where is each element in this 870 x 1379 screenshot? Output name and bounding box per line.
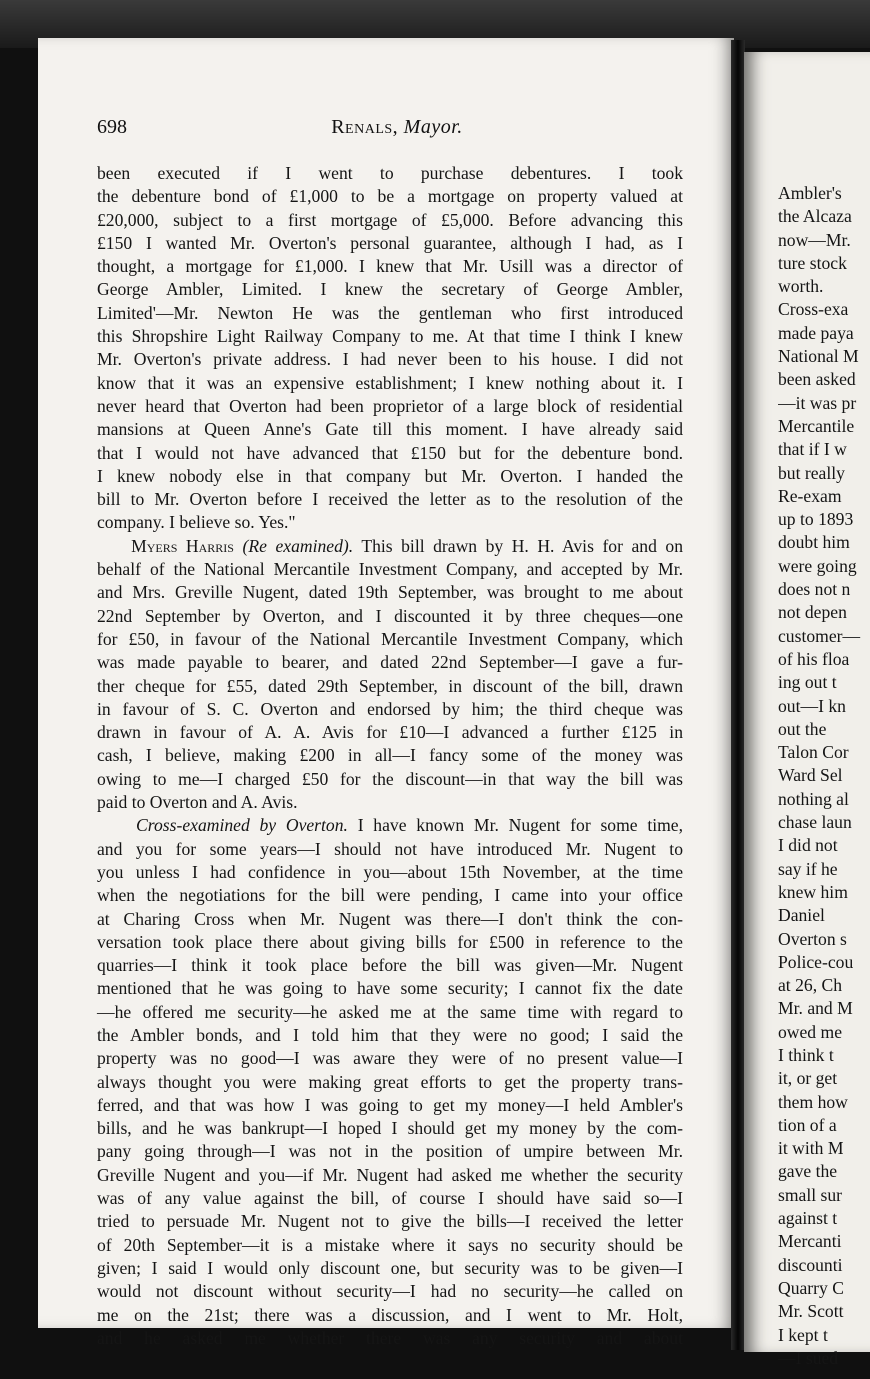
text-line: pany going through—I was not in the position of umpire between Mr. xyxy=(97,1141,683,1162)
paragraph-cross-examined xyxy=(97,814,683,1350)
fragment-line: Mercantile xyxy=(778,415,855,436)
text-line: company. I believe so. Yes." xyxy=(97,512,296,533)
running-title-role: Mayor. xyxy=(403,116,463,138)
fragment-line: of his floa xyxy=(778,648,850,669)
fragment-line: now—Mr. xyxy=(778,229,851,250)
fragment-line: I did not xyxy=(778,835,838,856)
fragment-line: ing out t xyxy=(778,672,837,693)
fragment-line: I kept t xyxy=(778,1324,828,1345)
text-line: you unless I had confidence in you—about 15th November, at the time xyxy=(97,861,683,882)
fragment-line: out the xyxy=(778,718,827,739)
body-text xyxy=(97,162,683,1350)
running-title xyxy=(97,116,697,139)
paragraph-testimony-continued xyxy=(97,162,683,535)
fragment-line: Police-cou xyxy=(778,951,854,972)
fragment-line: doubt him xyxy=(778,532,850,553)
text-line: quarries—I think it took place before the bill was given—Mr. Nugent xyxy=(97,955,683,976)
text-line: was of any value against the bill, of course I should have said so—I xyxy=(97,1188,683,1209)
examination-label: Cross-examined by Overton. xyxy=(136,815,348,836)
fragment-line: the Alcaza xyxy=(778,206,852,227)
text-line: never heard that Overton had been proprietor of a large block of residential xyxy=(97,395,683,416)
text-line xyxy=(97,535,683,558)
fragment-line: chase laun xyxy=(778,812,852,833)
fragment-line: Cross-exa xyxy=(778,299,849,320)
text-line: and Mrs. Greville Nugent, dated 19th September, was brought to me about xyxy=(97,582,683,603)
text-line: the Ambler bonds, and I told him that they were no good; I said the xyxy=(97,1024,683,1045)
running-title-name: Renals, xyxy=(331,116,399,138)
fragment-line: Mr. Scott xyxy=(778,1301,844,1322)
text-line: versation took place there about giving bills for £500 in reference to the xyxy=(97,931,683,952)
fragment-line: —I sued xyxy=(778,1347,839,1368)
text-line: of 20th September—it is a mistake where it says no security should be xyxy=(97,1234,683,1255)
witness-name: Myers Harris xyxy=(131,535,234,556)
text-line: mansions at Queen Anne's Gate till this moment. I have already said xyxy=(97,419,683,440)
fragment-line: customer— xyxy=(778,625,861,646)
fragment-line: at 26, Ch xyxy=(778,975,843,996)
text-line: was made payable to bearer, and dated 22nd September—I gave a fur- xyxy=(97,652,683,673)
running-head xyxy=(97,116,697,142)
fragment-line: Ward Sel xyxy=(778,765,843,786)
fragment-line: ture stock xyxy=(778,252,847,273)
examination-label: (Re examined). xyxy=(242,535,354,556)
text-line: £20,000, subject to a first mortgage of £5,000. Before advancing this xyxy=(97,209,683,230)
fragment-line: made paya xyxy=(778,322,854,343)
fragment-line: up to 1893 xyxy=(778,509,854,530)
fragment-line: Mercanti xyxy=(778,1231,842,1252)
text-line: been executed if I went to purchase debentures. I took xyxy=(97,163,683,183)
text-line: property was no good—I was aware they were of no present value—I xyxy=(97,1048,683,1069)
text-line: would not discount without security—I had no security—he called on xyxy=(97,1281,683,1302)
text-line: in favour of S. C. Overton and endorsed by him; the third cheque was xyxy=(97,698,683,719)
fragment-line: against t xyxy=(778,1208,838,1229)
text-line: and you for some years—I should not have introduced Mr. Nugent to xyxy=(97,838,683,859)
text-line: drawn in favour of A. A. Avis for £10—I advanced a further £125 in xyxy=(97,722,683,743)
text-line: ferred, and that was how I was going to get my money—I held Ambler's xyxy=(97,1094,683,1115)
fragment-line: small sur xyxy=(778,1184,843,1205)
fragment-line: Quarry C xyxy=(778,1277,844,1298)
text-line: —he offered me security—he asked me at the same time with regard to xyxy=(97,1001,683,1022)
fragment-line: Talon Cor xyxy=(778,742,849,763)
text-line: mentioned that he was going to have some security; I cannot fix the date xyxy=(97,978,683,999)
line-text: I have known Mr. Nugent for some time, xyxy=(357,815,684,836)
text-line: that I would not have advanced that £150 but for the debenture bond. xyxy=(97,442,683,463)
text-line: cash, I believe, making £200 in all—I fancy some of the money was xyxy=(97,745,683,766)
text-line: the debenture bond of £1,000 to be a mortgage on property valued at xyxy=(97,186,683,207)
text-line: this Shropshire Light Railway Company to me. At that time I think I knew xyxy=(97,326,683,347)
fragment-line: —it was pr xyxy=(778,392,857,413)
text-line: tried to persuade Mr. Nugent not to give the bills—I received the letter xyxy=(97,1211,683,1232)
text-line: owing to me—I charged £50 for the discount—in that way the bill was xyxy=(97,768,683,789)
text-line: me on the 21st; there was a discussion, and I went to Mr. Holt, xyxy=(97,1304,683,1325)
book-gutter xyxy=(731,40,745,1350)
fragment-line: Ambler's xyxy=(778,183,842,203)
fragment-line: tion of a xyxy=(778,1114,837,1135)
fragment-line: not depen xyxy=(778,602,847,623)
text-line: George Ambler, Limited. I knew the secretary of George Ambler, xyxy=(97,279,683,300)
text-line: always thought you were making great efforts to get the property trans- xyxy=(97,1071,683,1092)
text-line: Mr. Overton's private address. I had never been to his house. I did not xyxy=(97,349,683,370)
paragraph-re-examined xyxy=(97,535,683,815)
text-line xyxy=(97,814,683,837)
text-line: when the negotiations for the bill were pending, I came into your office xyxy=(97,885,683,906)
fragment-line: I think t xyxy=(778,1044,834,1065)
text-line: and he asked me whether there was any security and about xyxy=(97,1327,683,1348)
text-line: Greville Nugent and you—if Mr. Nugent had asked me whether the security xyxy=(97,1164,683,1185)
fragment-line: say if he xyxy=(778,858,838,879)
text-line: bill to Mr. Overton before I received the letter as to the resolution of the xyxy=(97,489,683,510)
text-line: Limited'—Mr. Newton He was the gentleman who first introduced xyxy=(97,302,683,323)
text-line: I knew nobody else in that company but Mr. Overton. I handed the xyxy=(97,465,683,486)
line-text: This bill drawn by H. H. Avis for and on xyxy=(361,535,683,556)
text-line: for £50, in favour of the National Mercantile Investment Company, which xyxy=(97,628,683,649)
right-page-text-fragment xyxy=(778,182,870,1370)
text-line: 22nd September by Overton, and I discounted it by three cheques—one xyxy=(97,605,683,626)
text-line: bills, and he was bankrupt—I hoped I should get my money by the com- xyxy=(97,1118,683,1139)
fragment-line: worth. xyxy=(778,276,824,297)
fragment-line: Re-exam xyxy=(778,485,842,506)
fragment-line: knew him xyxy=(778,881,848,902)
text-line: know that it was an expensive establishment; I knew nothing about it. I xyxy=(97,372,683,393)
text-line: at Charing Cross when Mr. Nugent was there—I don't think the con- xyxy=(97,908,683,929)
fragment-line: that if I w xyxy=(778,439,847,460)
fragment-line: them how xyxy=(778,1091,848,1112)
fragment-line: National M xyxy=(778,346,859,367)
text-line: paid to Overton and A. Avis. xyxy=(97,792,298,813)
text-line: £150 I wanted Mr. Overton's personal guarantee, although I had, as I xyxy=(97,232,683,253)
fragment-line: gave the xyxy=(778,1161,838,1182)
fragment-line: does not n xyxy=(778,579,851,600)
fragment-line: it with M xyxy=(778,1138,844,1159)
fragment-line: but really xyxy=(778,462,845,483)
fragment-line: Mr. and M xyxy=(778,998,853,1019)
fragment-line: were going xyxy=(778,555,857,576)
fragment-line: Daniel xyxy=(778,905,825,926)
fragment-line: nothing al xyxy=(778,788,849,809)
text-line: given; I said I would only discount one, but security was to be given—I xyxy=(97,1257,683,1278)
fragment-line: discounti xyxy=(778,1254,843,1275)
fragment-line: it, or get xyxy=(778,1068,838,1089)
fragment-line: been asked xyxy=(778,369,856,390)
text-line: thought, a mortgage for £1,000. I knew that Mr. Usill was a director of xyxy=(97,256,683,277)
fragment-line: Overton s xyxy=(778,928,847,949)
text-line: behalf of the National Mercantile Investment Company, and accepted by Mr. xyxy=(97,559,683,580)
fragment-line: out—I kn xyxy=(778,695,846,716)
page-number: 698 xyxy=(97,116,127,138)
fragment-line: owed me xyxy=(778,1021,843,1042)
text-line: ther cheque for £55, dated 29th September, in discount of the bill, drawn xyxy=(97,675,683,696)
